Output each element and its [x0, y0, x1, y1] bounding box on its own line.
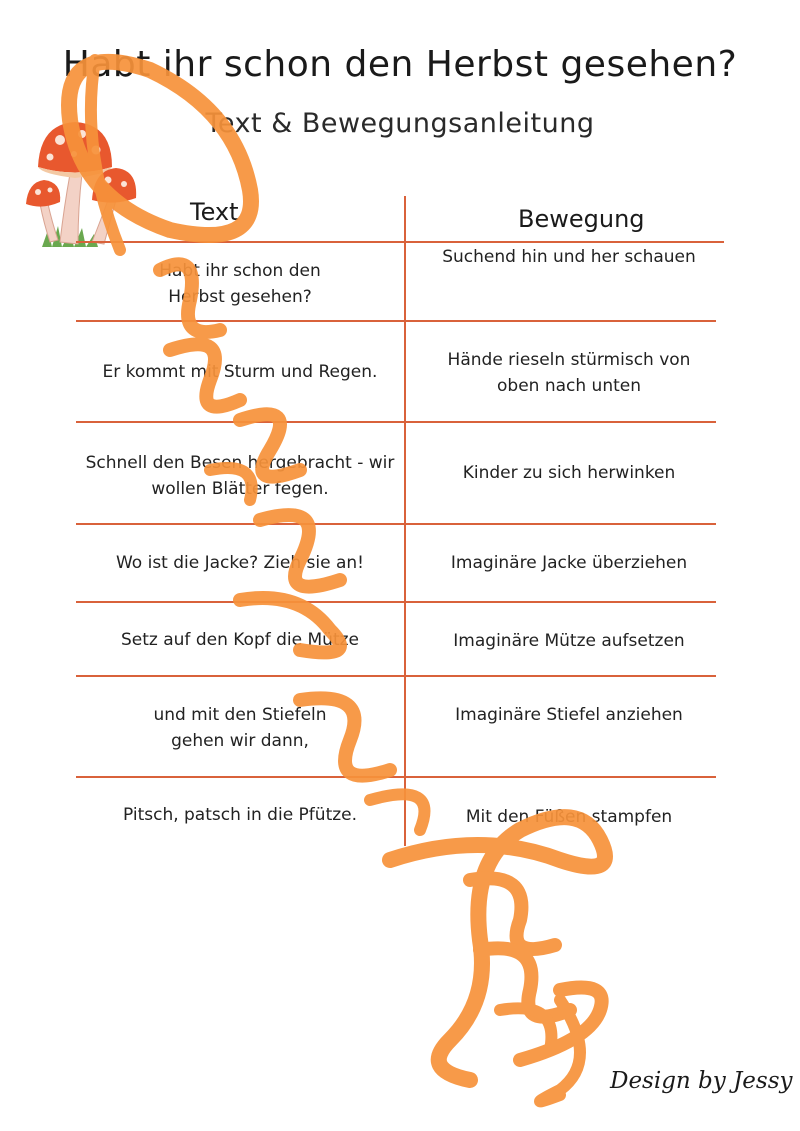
- table-row-divider: [76, 421, 716, 423]
- table-cell-text: Wo ist die Jacke? Zieh sie an!: [115, 553, 364, 573]
- page-subtitle: Text & Bewegungsanleitung: [205, 108, 595, 139]
- table-cell-text: und mit den Stiefeln gehen wir dann,: [153, 705, 327, 751]
- table-cell-text: Habt ihr schon den Herbst gesehen?: [159, 261, 321, 307]
- table-cell-movement: Kinder zu sich herwinken: [462, 463, 676, 483]
- table-row-divider: [76, 601, 716, 603]
- signature: Design by Jessy: [610, 1068, 793, 1094]
- table-row-divider: [76, 675, 716, 677]
- table-row-divider: [76, 241, 724, 243]
- table-cell-text: Schnell den Besen hergebracht - wir wollen Blätter fegen.: [85, 453, 395, 499]
- mushroom-icon: [20, 112, 150, 252]
- page-title: Habt ihr schon den Herbst gesehen?: [62, 44, 738, 85]
- table-cell-movement: Imaginäre Stiefel anziehen: [455, 705, 683, 725]
- table-cell-movement: Imaginäre Jacke überziehen: [450, 553, 688, 573]
- column-header-text: Text: [190, 198, 239, 226]
- table-cell-movement: Imaginäre Mütze aufsetzen: [453, 631, 685, 651]
- table-row-divider: [76, 523, 716, 525]
- column-header-movement: Bewegung: [518, 205, 645, 233]
- table-cell-text: Pitsch, patsch in die Pfütze.: [122, 805, 358, 825]
- table-column-divider: [404, 196, 406, 846]
- table-row-divider: [76, 776, 716, 778]
- table-row-divider: [76, 320, 716, 322]
- table-cell-text: Er kommt mit Sturm und Regen.: [102, 362, 378, 382]
- table-cell-movement: Suchend hin und her schauen: [442, 247, 696, 267]
- table-cell-text: Setz auf den Kopf die Mütze: [121, 630, 359, 650]
- table-cell-movement: Hände rieseln stürmisch von oben nach unten: [447, 350, 691, 396]
- table-cell-movement: Mit den Füßen stampfen: [465, 807, 673, 827]
